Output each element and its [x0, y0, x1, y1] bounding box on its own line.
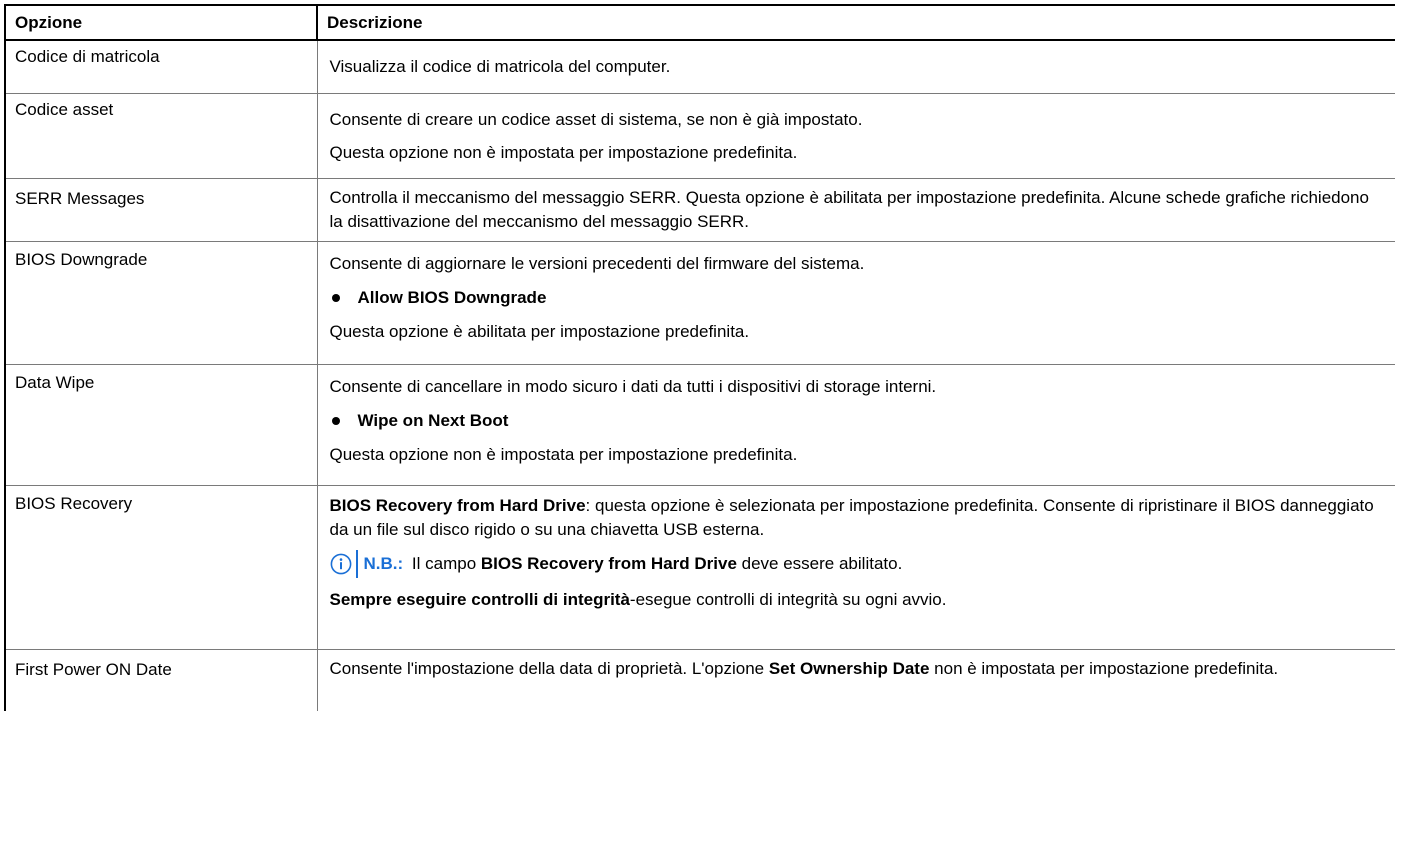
note-divider	[356, 550, 358, 578]
table-row	[5, 364, 1395, 485]
description-bold: Set Ownership Date	[768, 658, 930, 678]
description-cell	[317, 93, 1395, 178]
description-text: : questa opzione è selezionata per impostazione predefinita. Consente di ripristinare il BIOS danneggiato da un file sul disco rigido o su una chiavetta USB esterna.	[329, 495, 1374, 539]
bullet-label: Allow BIOS Downgrade	[357, 287, 547, 307]
option-cell: BIOS Recovery	[5, 485, 317, 649]
note-text-post: deve essere abilitato.	[736, 553, 903, 573]
option-cell: First Power ON Date	[5, 649, 317, 711]
option-cell: BIOS Downgrade	[5, 241, 317, 364]
description-text: Questa opzione è abilitata per impostazione predefinita.	[329, 321, 750, 341]
bullet-item	[330, 286, 1384, 310]
option-cell: Codice asset	[5, 93, 317, 178]
description-paragraph	[330, 494, 1384, 542]
note-label: N.B.:	[363, 553, 404, 573]
description-text: non è impostata per impostazione predefinita.	[929, 658, 1279, 678]
description-text: Consente l'impostazione della data di proprietà. L'opzione	[329, 658, 769, 678]
description-cell	[317, 649, 1395, 711]
description-bold: Sempre eseguire controlli di integrità	[329, 589, 630, 609]
description-text: Questa opzione non è impostata per impostazione predefinita.	[329, 142, 798, 162]
description-text: Consente di creare un codice asset di sistema, se non è già impostato.	[329, 109, 863, 129]
description-text: Visualizza il codice di matricola del computer.	[329, 57, 671, 76]
description-text: -esegue controlli di integrità su ogni avvio.	[629, 589, 947, 609]
bullet-dot-icon	[332, 294, 340, 302]
description-text: Controlla il meccanismo del messaggio SERR. Questa opzione è abilitata per impostazione predefinita. Alcune schede grafiche richiedono la disattivazione del meccanismo del messaggio SERR.	[329, 187, 1369, 231]
table-row	[5, 178, 1395, 241]
bullet-item	[330, 409, 1384, 433]
info-circle-icon	[330, 553, 352, 575]
table-header-row	[5, 5, 1395, 40]
description-cell	[317, 241, 1395, 364]
table-row	[5, 93, 1395, 178]
description-bold: BIOS Recovery from Hard Drive	[329, 495, 586, 515]
table-row	[5, 485, 1395, 649]
option-cell: Codice di matricola	[5, 40, 317, 93]
note-text-pre: Il campo	[407, 553, 481, 573]
description-paragraph	[330, 588, 1384, 612]
description-cell	[317, 178, 1395, 241]
options-table-container	[4, 4, 1395, 849]
description-text: Consente di aggiornare le versioni precedenti del firmware del sistema.	[329, 253, 865, 273]
description-text: Questa opzione non è impostata per impostazione predefinita.	[329, 444, 798, 464]
option-cell: Data Wipe	[5, 364, 317, 485]
description-cell	[317, 364, 1395, 485]
table-row	[5, 40, 1395, 93]
table-row	[5, 649, 1395, 711]
bullet-dot-icon	[332, 417, 340, 425]
description-paragraph	[330, 657, 1384, 681]
bios-options-table	[4, 4, 1395, 711]
description-cell	[317, 485, 1395, 649]
description-cell	[317, 40, 1395, 93]
bullet-label: Wipe on Next Boot	[357, 410, 509, 430]
note-text-bold: BIOS Recovery from Hard Drive	[480, 553, 737, 573]
header-option: Opzione	[5, 5, 317, 40]
table-row	[5, 241, 1395, 364]
description-text: Consente di cancellare in modo sicuro i dati da tutti i dispositivi di storage interni.	[329, 376, 937, 396]
note-callout	[330, 550, 1384, 578]
header-description: Descrizione	[317, 5, 1395, 40]
option-cell: SERR Messages	[5, 178, 317, 241]
